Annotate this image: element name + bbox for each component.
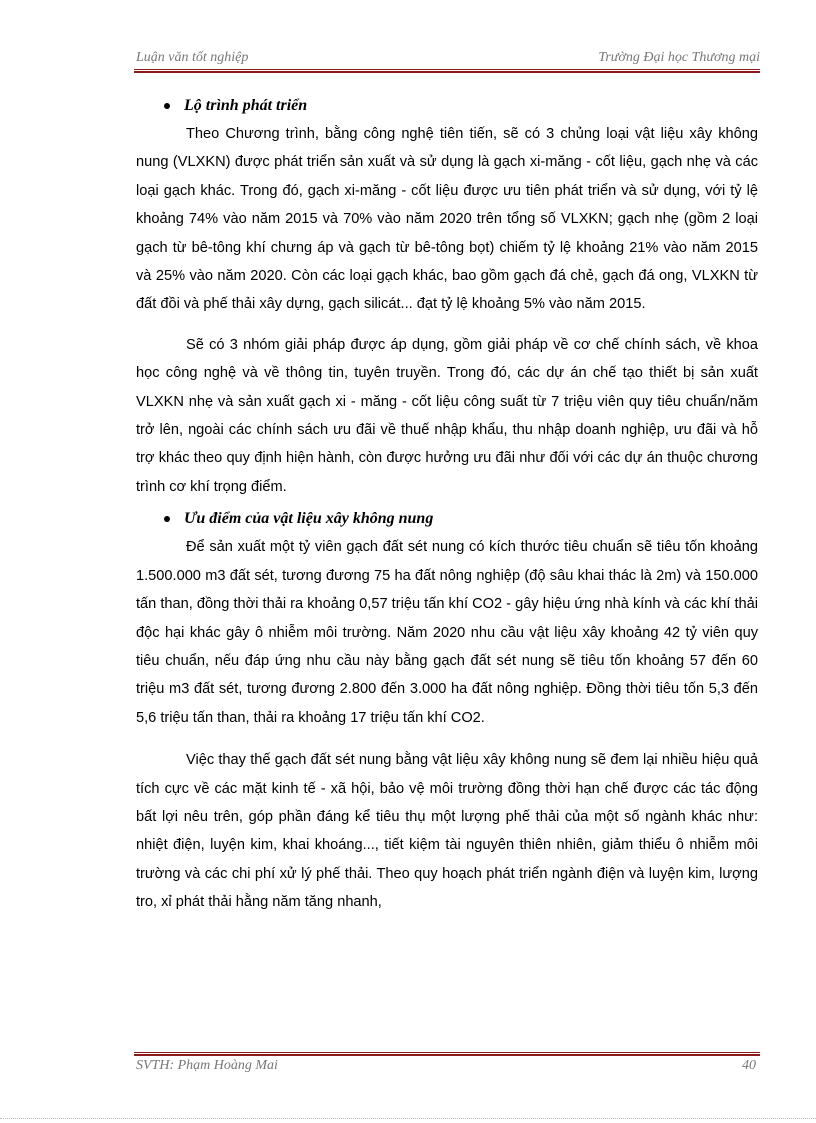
paragraph: Sẽ có 3 nhóm giải pháp được áp dụng, gồm giải pháp về cơ chế chính sách, về khoa học công nghệ và về thông tin, tuyên truyền. Trong đó, các dự án chế tạo thiết bị sản xuất VLXKN nhẹ và sản xuất gạch xi - măng - cốt liệu công suất từ 7 triệu viên quy tiêu chuẩn/năm trở lên, ngoài các chính sách ưu đãi về thuế nhập khẩu, thu nhập doanh nghiệp, ưu đãi và hỗ trợ khác theo quy định hiện hành, còn được hưởng ưu đãi như đối với các dự án thuộc chương trình cơ khí trọng điểm. [136,336,758,495]
bullet-icon [164,516,170,522]
footer-divider [134,1052,760,1056]
paragraph: Để sản xuất một tỷ viên gạch đất sét nung có kích thước tiêu chuẩn sẽ tiêu tốn khoảng 1.500.000 m3 đất sét, tương đương 75 ha đất nông nghiệp (độ sâu khai thác là 2m) và 150.000 tấn than, đồng thời thải ra khoảng 0,57 triệu tấn khí CO2 - gây hiệu ứng nhà kính và các khí thải độc hại khác gây ô nhiễm môi trường. Năm 2020 nhu cầu vật liệu xây khoảng 42 tỷ viên quy tiêu chuẩn, nếu đáp ứng nhu cầu này bằng gạch đất sét nung sẽ tiêu tốn khoảng 57 đến 60 triệu m3 đất sét, tương đương 2.800 đến 3.000 ha đất nông nghiệp. Đồng thời tiêu tốn 5,3 đến 5,6 triệu tấn than, thải ra khoảng 17 triệu tấn khí CO2. [136,539,758,726]
section-heading [136,505,758,533]
header-university-name: Trường Đại học Thương mại [598,50,760,65]
section-heading [136,92,758,120]
page-body [136,92,758,917]
page-header [134,50,760,68]
footer-student-name: SVTH: Phạm Hoàng Mai [136,1058,278,1073]
page-edge-divider [0,1118,816,1119]
bullet-icon [164,103,170,109]
paragraph: Việc thay thế gạch đất sét nung bằng vật liệu xây không nung sẽ đem lại nhiều hiệu quả tích cực về các mặt kinh tế - xã hội, bảo vệ môi trường đồng thời hạn chế được các tác động bất lợi nêu trên, góp phần đáng kể tiêu thụ một lượng phế thải của một số ngành khác như: nhiệt điện, luyện kim, khai khoáng..., tiết kiệm tài nguyên thiên nhiên, giảm thiểu ô nhiễm môi trường và các chi phí xử lý phế thải. Theo quy hoạch phát triển ngành điện và luyện kim, lượng tro, xỉ phát thải hằng năm tăng nhanh, [136,752,758,911]
page-number: 40 [742,1058,756,1073]
header-divider [134,69,760,73]
section-heading-text: Ưu điểm của vật liệu xây không nung [184,510,434,528]
page-footer [134,1058,760,1076]
paragraph: Theo Chương trình, bằng công nghệ tiên tiến, sẽ có 3 chủng loại vật liệu xây không nung (VLXKN) được phát triển sản xuất và sử dụng là gạch xi-măng - cốt liệu, gạch nhẹ và các loại gạch khác. Trong đó, gạch xi-măng - cốt liệu được ưu tiên phát triển và sử dụng, với tỷ lệ khoảng 74% vào năm 2015 và 70% vào năm 2020 trên tổng số VLXKN; gạch nhẹ (gồm 2 loại gạch từ bê-tông khí chưng áp và gạch từ bê-tông bọt) chiếm tỷ lệ khoảng 21% vào năm 2015 và 25% vào năm 2020. Còn các loại gạch khác, bao gồm gạch đá chẻ, gạch đá ong, VLXKN từ đất đồi và phế thải xây dựng, gạch silicát... đạt tỷ lệ khoảng 5% vào năm 2015. [136,126,758,313]
header-thesis-label: Luận văn tốt nghiệp [136,50,249,65]
section-heading-text: Lộ trình phát triển [184,97,308,114]
